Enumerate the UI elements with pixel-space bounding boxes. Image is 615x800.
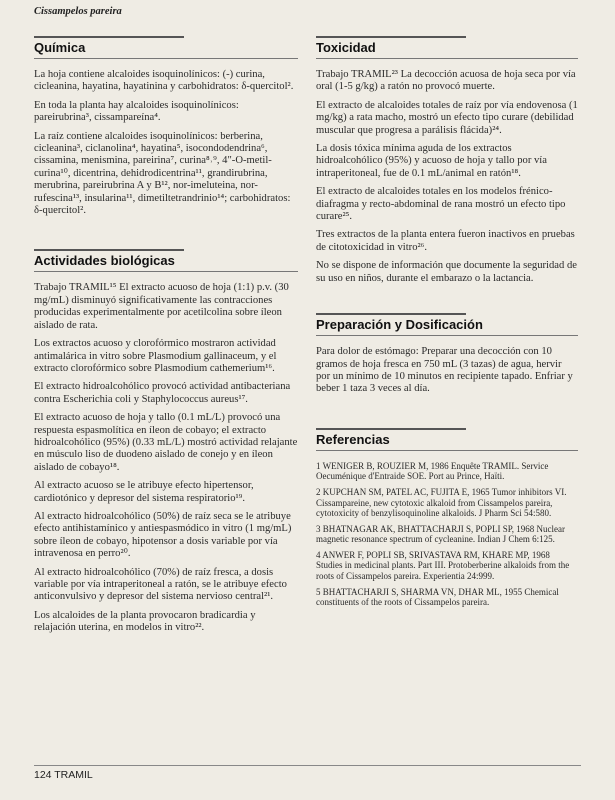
section-rule <box>316 36 466 38</box>
section-rule <box>34 36 184 38</box>
quimica-paragraph: La raíz contiene alcaloides isoquinolínicos: berberina, cicleanina³, ciclanolina⁴, hayatina⁵, isocondodendrina⁶, cissamina, menismina, pareirina⁷, curina⁸˒⁹, 4"-O-metil-curina¹⁰, dicentrina, dehidrodicentrina¹¹, grandirubrina, merubrina, pareirubrina A y B¹², nor-imeluteina, nor-rufescina¹³, insularina¹¹, dimetiltetrandrinio¹⁴; carbohidratos: δ-quercitol². <box>34 130 291 217</box>
actividades-paragraph: Al extracto acuoso se le atribuye efecto hipertensor, cardiotónico y depresor del sistema respiratorio¹⁹. <box>34 480 254 504</box>
section-title-toxicidad: Toxicidad <box>316 40 578 59</box>
section-title-actividades: Actividades biológicas <box>34 253 298 272</box>
reference-item: 2 KUPCHAN SM, PATEL AC, FUJITA E, 1965 Tumor inhibitors VI. Cissampareine, new cytotoxic alkaloid from Cissampelos pareira, cytotoxicity of benzylisoquinoline alkaloids. J Pharm Sci 54:580. <box>316 486 567 519</box>
toxicidad-paragraph: Trabajo TRAMIL²³ La decocción acuosa de hoja seca por vía oral (1-5 g/kg) a ratón no provocó muerte. <box>316 69 576 93</box>
toxicidad-paragraph: El extracto de alcaloides totales en los modelos frénico-diafragma y recto-abdominal de rana mostró un efecto tipo curare²⁵. <box>316 186 566 223</box>
references-list <box>316 461 578 608</box>
reference-item: 3 BHATNAGAR AK, BHATTACHARJI S, POPLI SP, 1968 Nuclear magnetic resonance spectrum of cycleanine. Indian J Chem 6:125. <box>316 523 566 545</box>
section-rule <box>316 313 466 315</box>
section-rule <box>34 249 184 251</box>
left-column <box>34 36 298 641</box>
running-title: Cissampelos pareira <box>34 6 122 17</box>
toxicidad-paragraph: No se dispone de información que documente la seguridad de su uso en niños, durante el embarazo o la lactancia. <box>316 260 577 284</box>
quimica-paragraph: En toda la planta hay alcaloides isoquinolínicos: pareirubrina³, cissampareína⁴. <box>34 99 239 124</box>
section-rule <box>316 428 466 430</box>
quimica-paragraph: La hoja contiene alcaloides isoquinolínicos: (-) curina, cicleanina, hayatina, hayatinina y carbohidratos: δ-quercitol². <box>34 69 294 93</box>
reference-item: 1 WENIGER B, ROUZIER M, 1986 Enquête TRAMIL. Service Oecuménique d'Entraide SOE. Port au Prince, Haïti. <box>316 460 549 482</box>
actividades-paragraph: El extracto acuoso de hoja y tallo (0.1 mL/L) provocó una respuesta espasmolítica en íleon de cobayo; el extracto hidroalcohólico (95%) (0.33 mL/L) mostró actividad relajante en músculo liso de duodeno aislado de conejo y en íleon aislado de cobayo¹⁸. <box>34 412 298 473</box>
toxicidad-paragraph: Tres extractos de la planta entera fueron inactivos en pruebas de citotoxicidad in vitro²⁶. <box>316 229 575 253</box>
toxicidad-paragraph: La dosis tóxica mínima aguda de los extractos hidroalcohólico (95%) y acuoso de hoja y tallo por vía intraperitoneal, fue de 0.1 mL/animal en ratón¹⁸. <box>316 143 547 179</box>
actividades-paragraph: Al extracto hidroalcohólico (70%) de raíz fresca, a dosis variable por vía intraperitoneal a ratón, se le atribuye efecto anticonvulsivo y depresor del sistema nervioso central²¹. <box>34 566 287 603</box>
actividades-paragraph: Los alcaloides de la planta provocaron bradicardia y relajación uterina, en modelos in vitro²². <box>34 609 256 634</box>
actividades-paragraph: El extracto hidroalcohólico provocó actividad antibacteriana contra Escherichia coli y Staphylococcus aureus¹⁷. <box>34 381 291 405</box>
actividades-paragraph: Los extractos acuoso y clorofórmico mostraron actividad antimalárica in vitro sobre Plasmodium gallinaceum, y el extracto clorofórmico sobre Plasmodium cathemerium¹⁶. <box>34 338 277 374</box>
section-title-referencias: Referencias <box>316 432 578 451</box>
page-footer: 124 TRAMIL <box>34 765 581 781</box>
reference-item: 4 ANWER F, POPLI SB, SRIVASTAVA RM, KHARE MP, 1968 Studies in medicinal plants. Part III. Protoberberine alkaloids from the roots of Cissampelos pareira. Experientia 24:999. <box>316 549 570 582</box>
right-column <box>316 36 578 613</box>
section-title-quimica: Química <box>34 40 298 59</box>
actividades-paragraph: Al extracto hidroalcohólico (50%) de raíz seca se le atribuye efecto antihistamínico y antiespasmódico in vitro (1 mg/mL) sobre íleon de cobayo, hipotensor a dosis variable por vía intravenosa en perro²⁰. <box>34 510 292 560</box>
actividades-paragraph: Trabajo TRAMIL¹⁵ El extracto acuoso de hoja (1:1) p.v. (30 mg/mL) disminuyó significativamente las contracciones producidas experimentalmente por acetilcolina sobre íleon aislado de rata. <box>34 282 289 331</box>
reference-item: 5 BHATTACHARJI S, SHARMA VN, DHAR ML, 1955 Chemical constituents of the roots of Cissampelos pareira. <box>316 586 559 608</box>
toxicidad-paragraph: El extracto de alcaloides totales de raíz por vía endovenosa (1 mg/kg) a rata macho, mostró un efecto tipo curare (debilidad muscular que progresa a parálisis flácida)²⁴. <box>316 99 578 136</box>
section-title-preparacion: Preparación y Dosificación <box>316 317 578 336</box>
preparacion-paragraph: Para dolor de estómago: Preparar una decocción con 10 gramos de hoja fresca en 750 mL (3 tazas) de agua, hervir por un mínimo de 10 minutos en recipiente tapado. Enfriar y beber 1 taza 3 veces al día. <box>316 346 573 395</box>
